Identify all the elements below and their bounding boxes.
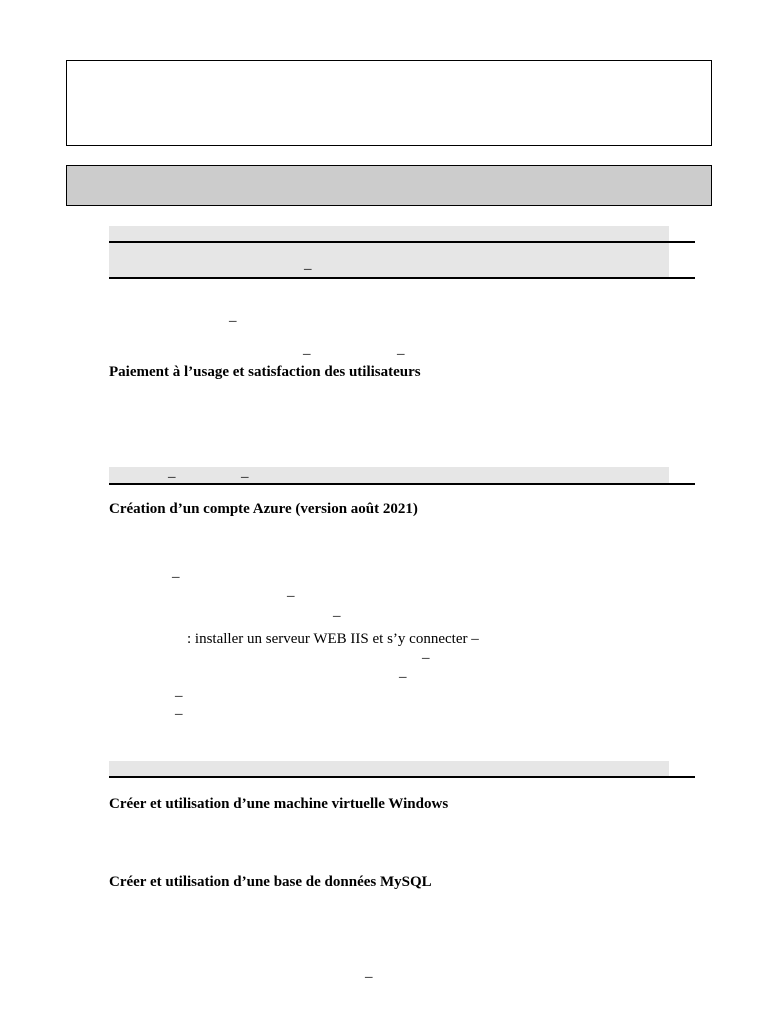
toc-entry-dash: – — [229, 313, 237, 329]
section-rule — [109, 483, 695, 485]
section-band-dash: – — [241, 469, 249, 485]
pay-per-use-heading[interactable]: Paiement à l’usage et satisfaction des utilisateurs — [109, 364, 421, 380]
toc-entry-dash: – — [303, 346, 311, 362]
document-title-box — [66, 60, 712, 146]
azure-account-heading[interactable]: Création d’un compte Azure (version août 2021) — [109, 501, 418, 517]
section-band — [109, 761, 669, 777]
toc-entry-dash: – — [422, 650, 430, 666]
toc-entry-dash: – — [399, 669, 407, 685]
iis-server-entry[interactable]: : installer un serveur WEB IIS et s’y connecter – — [187, 631, 479, 647]
toc-entry-dash: – — [397, 346, 405, 362]
section-rule — [109, 776, 695, 778]
document-banner — [66, 165, 712, 206]
toc-entry-dash: – — [175, 688, 183, 704]
page-footer-dash: – — [365, 969, 373, 985]
section-band — [109, 467, 669, 484]
toc-entry-dash: – — [287, 588, 295, 604]
toc-header-dash: – — [304, 261, 312, 277]
toc-header-band — [109, 226, 669, 278]
mysql-heading[interactable]: Créer et utilisation d’une base de données MySQL — [109, 874, 432, 890]
toc-entry-dash: – — [333, 608, 341, 624]
section-band-dash: – — [168, 469, 176, 485]
toc-entry-dash: – — [172, 569, 180, 585]
toc-rule-bottom — [109, 277, 695, 279]
windows-vm-heading[interactable]: Créer et utilisation d’une machine virtuelle Windows — [109, 796, 449, 812]
toc-rule-top — [109, 241, 695, 243]
toc-entry-dash: – — [175, 706, 183, 722]
